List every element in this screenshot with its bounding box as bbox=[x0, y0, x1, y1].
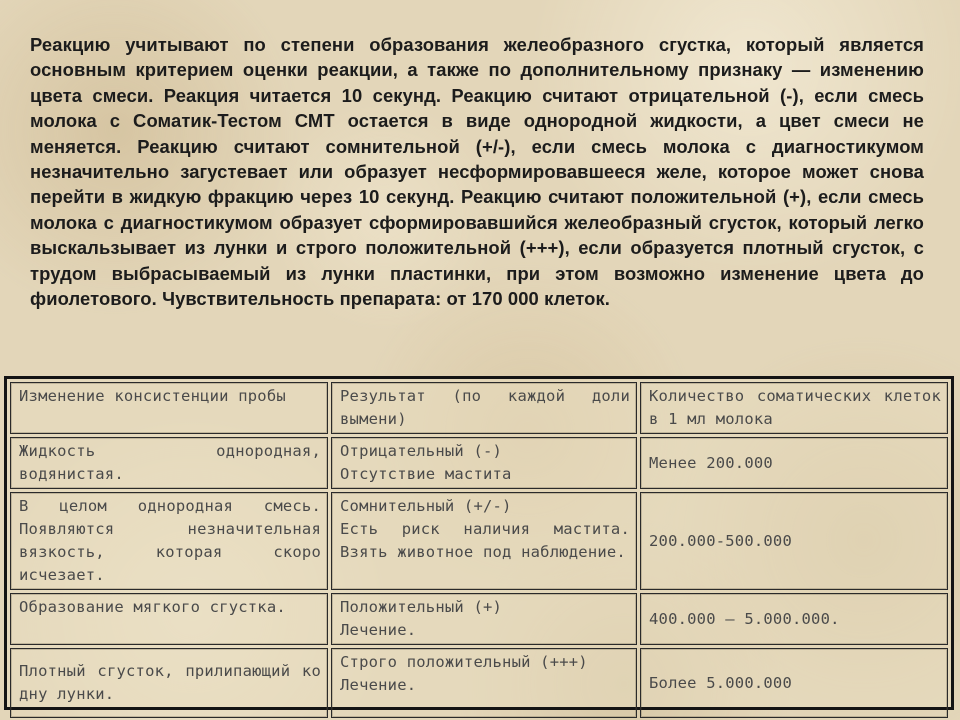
results-table bbox=[7, 379, 951, 720]
row-consistency: В целом однородная смесь. Появляются незначительная вязкость, которая скоро исчезает. bbox=[10, 492, 328, 590]
result-grade: Строго положительный (+++) bbox=[340, 653, 588, 671]
header-consistency: Изменение консистенции пробы bbox=[10, 382, 328, 434]
mastitis-test-table bbox=[4, 376, 954, 710]
row-consistency: Образование мягкого сгустка. bbox=[10, 593, 328, 645]
header-result: Результат (по каждой доли вымени) bbox=[331, 382, 637, 434]
row-result bbox=[331, 492, 637, 590]
result-recommendation: Лечение. bbox=[340, 621, 417, 639]
result-grade: Положительный (+) bbox=[340, 598, 503, 616]
row-result bbox=[331, 648, 637, 718]
table-row bbox=[10, 492, 948, 590]
table-header-row bbox=[10, 382, 948, 434]
result-recommendation: Отсутствие мастита bbox=[340, 465, 512, 483]
table-row bbox=[10, 593, 948, 645]
row-result bbox=[331, 593, 637, 645]
result-recommendation: Есть риск наличия мастита. Взять животное под наблюдение. bbox=[340, 520, 630, 561]
header-cell-count: Количество соматических клеток в 1 мл молока bbox=[640, 382, 948, 434]
row-cell-count: 200.000-500.000 bbox=[640, 492, 948, 590]
table-row bbox=[10, 648, 948, 718]
result-grade: Отрицательный (-) bbox=[340, 442, 503, 460]
result-grade: Сомнительный (+/-) bbox=[340, 497, 512, 515]
row-cell-count: 400.000 – 5.000.000. bbox=[640, 593, 948, 645]
intro-paragraph: Реакцию учитывают по степени образования желеобразного сгустка, который является основным критерием оценки реакции, а также по дополнительному признаку — изменению цвета смеси. Реакция читается 10 секунд. Реакцию считают отрицательной (-), если смесь молока с Соматик-Тестом СМТ остается в виде однородной жидкости, а цвет смеси не меняется. Реакцию считают сомнительной (+/-), если смесь молока с диагностикумом незначительно загустевает или образует несформировавшееся желе, которое может снова перейти в жидкую фракцию через 10 секунд. Реакцию считают положительной (+), если смесь молока с диагностикумом образует сформировавшийся желеобразный сгусток, который легко выскальзывает из лунки и строго положительной (+++), если образуется плотный сгусток, с трудом выбрасываемый из лунки пластинки, при этом возможно изменение цвета до фиолетового. Чувствительность препарата: от 170 000 клеток. bbox=[30, 34, 924, 310]
row-cell-count: Менее 200.000 bbox=[640, 437, 948, 489]
row-result bbox=[331, 437, 637, 489]
row-cell-count: Более 5.000.000 bbox=[640, 648, 948, 718]
row-consistency: Плотный сгусток, прилипающий ко дну лунки. bbox=[10, 648, 328, 718]
row-consistency: Жидкость однородная, водянистая. bbox=[10, 437, 328, 489]
result-recommendation: Лечение. bbox=[340, 676, 417, 694]
table-row bbox=[10, 437, 948, 489]
